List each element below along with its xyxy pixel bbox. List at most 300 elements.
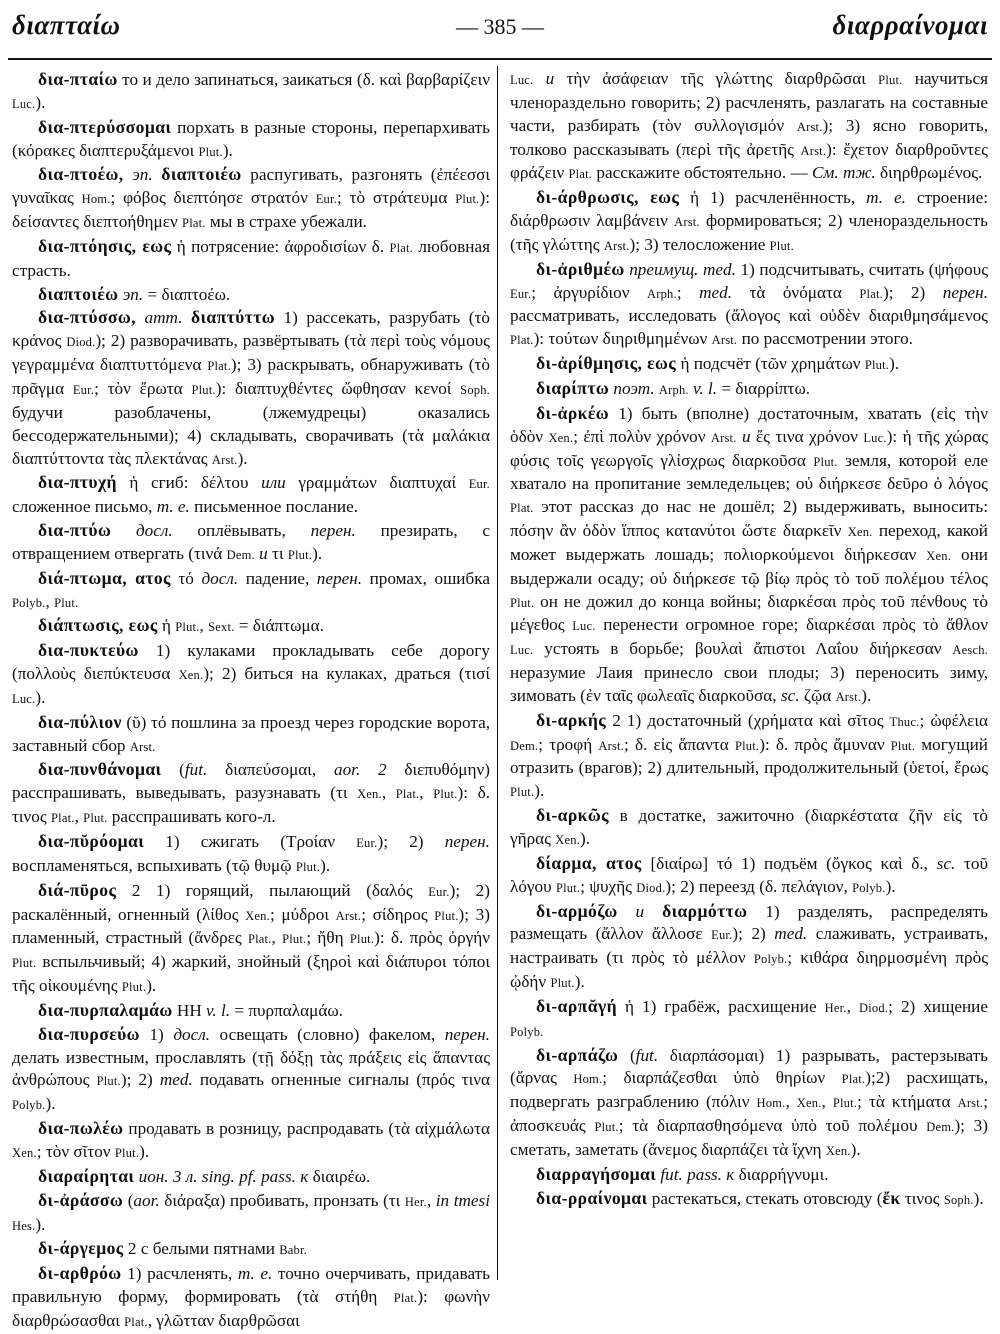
source-abbrev: Plut.	[96, 1074, 121, 1089]
italic-note: ион. 3 л. sing. pf. pass. к	[138, 1166, 309, 1186]
source-abbrev: Xen.	[178, 668, 204, 683]
source-abbrev: Xen.	[12, 1145, 37, 1160]
entry-text: делать известным, прославлять (τῇ δόξῃ τὰς πράξεις εἰς ἅπαντας ἀνθρώπους	[12, 1047, 490, 1090]
source-abbrev: Arst.	[835, 689, 862, 704]
entry-text: ); 2) раскалённый, огненный (λίθος	[12, 880, 490, 924]
entry-text: рассматривать, исследовать (ἄλογος καὶ οὐδὲν διαριθμησάμενος	[510, 306, 988, 326]
entry-text: сложенное письмо,	[12, 497, 157, 517]
entry-text: ).	[35, 92, 46, 112]
dictionary-entry	[510, 68, 988, 186]
source-abbrev: Dem.	[226, 547, 255, 562]
entry-text: ): τούτων διηριθμημένων	[533, 329, 712, 349]
entry-text: τὴν ἀσάφειαν τῆς γλώττης διαρθρῶσαι	[554, 69, 879, 88]
source-abbrev: Plat.	[859, 286, 883, 301]
entry-text: освещать (словно) факелом,	[210, 1024, 445, 1044]
entry-text: ); 3) раскрывать, обнаруживать (τὸ πρᾶγμα	[12, 355, 490, 398]
source-abbrev: Plut.	[54, 595, 79, 610]
entry-text: ).	[35, 687, 46, 707]
source-abbrev: Plut.	[198, 144, 223, 159]
source-abbrev: Plut.	[121, 980, 147, 995]
italic-note: досл.	[173, 1024, 211, 1044]
headword: δια-πυρσεύω	[38, 1023, 140, 1044]
headword: δι-αρπάζω	[536, 1044, 619, 1065]
dictionary-entry	[12, 758, 490, 830]
entry-text: расскажите обстоятельно. —	[592, 163, 812, 183]
source-abbrev: Plut.	[555, 880, 581, 895]
entry-text: (	[161, 760, 185, 780]
entry-text: ; 2) хищение	[888, 996, 988, 1016]
source-abbrev: Plut.	[282, 932, 307, 947]
entry-text: формироваться; 2) членораздельность (τῆς γλώττης	[510, 211, 988, 254]
headword: δια-πτοέω,	[38, 164, 124, 185]
dictionary-entry	[510, 995, 988, 1044]
entry-text: ἡ подсчёт (τῶν χρημάτων	[676, 354, 865, 374]
entry-text: ); 2)	[377, 832, 445, 851]
headword: δι-αρθρόω	[38, 1263, 122, 1284]
source-abbrev: Arst.	[211, 452, 238, 467]
italic-note: и	[259, 543, 268, 563]
entry-text: ἡ	[157, 616, 176, 636]
entry-text	[124, 165, 133, 184]
entry-text: 1) разделять, распределять размещать (ἄλλον ἄλλοσε	[510, 901, 988, 944]
italic-note: т. е.	[237, 1264, 273, 1284]
headword: διά-πῡρος	[38, 879, 117, 900]
italic-note: перен.	[444, 1024, 490, 1044]
source-abbrev: Plut.	[878, 73, 903, 87]
entry-text: ).	[139, 1141, 150, 1161]
entry-text: 1) кулаками прокладывать себе дорогу (πολλοὺς διεπύκτευσα	[12, 641, 490, 684]
source-abbrev: Her.	[824, 1000, 847, 1015]
entry-text: ,	[419, 783, 434, 803]
entry-text: ,	[846, 996, 859, 1016]
entry-text: 2 с белыми пятнами	[123, 1239, 280, 1259]
source-abbrev: Plat.	[510, 501, 534, 516]
headword: δια-πυκτεύω	[38, 640, 139, 661]
source-abbrev: Plut.	[594, 1120, 619, 1135]
headword: διά-πτωμα, ατος	[38, 567, 171, 588]
entry-text: этот рассказ до нас не дошёл; 2) выдерживать, выносить: πόσην ἂν ὁδὸν ἵππος κατανύτοι ὥστε διαρκεῖν	[510, 497, 988, 541]
source-abbrev: Soph.	[943, 1192, 974, 1207]
page-number: — 385 —	[456, 14, 544, 39]
entry-text: ,	[45, 591, 55, 611]
italic-note: или	[261, 473, 286, 493]
source-abbrev: Plut.	[434, 908, 459, 923]
source-abbrev: Arst.	[800, 143, 827, 158]
source-abbrev: Arst.	[957, 1096, 984, 1111]
source-abbrev: Plut.	[349, 932, 375, 947]
entry-text: ; τὸ στράτευμα	[337, 188, 456, 208]
italic-note: перен.	[310, 521, 356, 541]
dictionary-entry	[12, 830, 490, 879]
entry-text: то и дело запинаться, заикаться (δ. καὶ βαρβαρίζειν	[117, 70, 490, 89]
entry-text: 1)	[139, 1024, 174, 1044]
source-abbrev: Her.	[404, 1194, 427, 1209]
entry-text: τι	[267, 543, 288, 563]
source-abbrev: Plut.	[813, 454, 838, 469]
entry-text: 2 1) горящий, пылающий (δαλός	[116, 880, 429, 900]
headword: διαραίρηται	[38, 1165, 135, 1186]
source-abbrev: Polyb.	[852, 880, 886, 895]
entry-text: ἡ потрясение: ἀφροδισίων δ.	[171, 236, 390, 256]
entry-text: ; δ. εἰς ἅπαντα	[624, 734, 735, 754]
source-abbrev: Plut.	[287, 547, 313, 562]
headword: δι-αρκῶς	[536, 805, 609, 826]
entry-text: ; τὸν ἔρωτα	[94, 378, 192, 398]
dictionary-entry	[12, 614, 490, 639]
italic-note: преимущ. med.	[629, 259, 736, 279]
entry-text: порхать в разные стороны, перепархивать (κόρακες διαπτερυξάμενοι	[12, 117, 490, 160]
dictionary-entry	[12, 519, 490, 567]
source-abbrev: Plat.	[568, 167, 593, 182]
entry-text: ; τροφή	[538, 734, 599, 754]
headword: διαπτοιέω	[161, 164, 242, 185]
italic-note: fut. pass. к	[660, 1164, 735, 1184]
entry-text: ): δ. πρὸς ἄμυναν	[759, 734, 891, 754]
source-abbrev: Dem.	[926, 1120, 955, 1135]
headword: διαρμόττω	[662, 900, 748, 921]
source-abbrev: Luc.	[572, 619, 596, 634]
source-abbrev: Luc.	[863, 430, 887, 445]
dictionary-entry	[12, 1023, 490, 1117]
headword: διαρραγήσομαι	[536, 1163, 657, 1184]
source-abbrev: Xen.	[555, 833, 581, 847]
entry-text: ); 2)	[120, 1070, 160, 1090]
entry-text: ).	[35, 1214, 46, 1234]
source-abbrev: Plut.	[433, 787, 458, 802]
source-abbrev: Hes.	[12, 1218, 36, 1233]
entry-text: ;	[676, 282, 700, 302]
source-abbrev: Eur.	[711, 928, 733, 943]
entry-text: , γλῶτταν διαρθρῶσαι	[147, 1310, 300, 1330]
dictionary-entry	[12, 567, 490, 615]
dictionary-entry	[510, 258, 988, 352]
entry-text: ).	[237, 448, 248, 468]
entry-text: ).	[320, 855, 331, 875]
dictionary-entry	[12, 1117, 490, 1165]
entry-text	[618, 902, 636, 921]
column-divider	[497, 66, 498, 1280]
dictionary-entry	[510, 1163, 988, 1187]
source-abbrev: Eur.	[428, 884, 450, 899]
entry-text: растекаться, стекать отовсюду (	[647, 1188, 883, 1208]
headword: δια-πύλιον	[38, 711, 122, 732]
entry-text: ἡ 1) расчленённость,	[679, 188, 867, 208]
header-rule	[8, 58, 992, 60]
entry-text: земля, которой еле хватало на пропитание земледельцев; οὐ διήρκεσε δεῦρο ὁ λόγος	[510, 450, 988, 494]
headword: διαρίπτω	[536, 377, 610, 398]
left-column	[12, 68, 490, 1334]
source-abbrev: Xen.	[926, 548, 952, 563]
entry-text: 1) быть (вполне) достаточным, хватать (εἰς τὴν ὁδὸν	[510, 403, 988, 446]
entry-text: оплёвывать,	[172, 521, 311, 541]
headword: δια-ρραίνομαι	[536, 1187, 648, 1208]
italic-note: эп.	[122, 284, 144, 304]
italic-note: досл.	[201, 568, 239, 588]
entry-text: любовная страсть.	[12, 236, 490, 280]
entry-text: мы в страхе убежали.	[205, 212, 367, 232]
running-head-left: διαπταίω	[12, 10, 121, 40]
entry-text: ; ψυχῆς	[580, 876, 637, 896]
entry-text: ).	[45, 1094, 56, 1114]
source-abbrev: Plut.	[864, 358, 890, 373]
dictionary-entry	[12, 163, 490, 235]
entry-text: расспрашивать кого-л.	[107, 807, 276, 827]
source-abbrev: Thuc.	[889, 714, 920, 729]
headword: δια-πυνθάνομαι	[38, 759, 162, 780]
entry-text: διαρρήγνυμι.	[734, 1164, 829, 1184]
entry-text: ; ἤθη	[306, 928, 350, 948]
entry-text: устоять в борьбе; βουλαὶ ἄπιστοι Λαΐου διήρκεσαν	[533, 639, 953, 659]
entry-text: ; ἀποσκευάς	[510, 1092, 989, 1136]
source-abbrev: Eur.	[72, 382, 95, 397]
entry-text: (	[618, 1045, 636, 1065]
italic-note: эп.	[132, 165, 153, 185]
entry-text: ).	[885, 876, 896, 896]
dictionary-entry	[12, 283, 490, 307]
dictionary-entry	[12, 1262, 490, 1334]
entry-text: ; τὰ κτήματα	[857, 1092, 958, 1112]
italic-note: fut.	[635, 1045, 659, 1065]
source-abbrev: Arst.	[796, 119, 823, 134]
source-abbrev: Plut.	[12, 956, 37, 971]
entry-text: ); 3) телосложение	[629, 234, 770, 254]
entry-text: ).	[574, 972, 585, 992]
headword: δια-πταίω	[38, 69, 118, 89]
italic-note: med.	[774, 924, 808, 944]
entry-text: вспыльчивый; 4) жаркий, знойный (ξηροὶ καὶ διάπυροι τόποι τῆς οἰκουμένης	[12, 952, 490, 996]
entry-text: будучи разоблачены, (лжемудрецы) оказались бессодержательными); 4) складывать, сворачивать (τὰ μαλάκια διαπτύττοντα τὰς πλεκτάνας	[12, 402, 490, 468]
source-abbrev: Arph.	[658, 382, 689, 397]
dictionary-entry	[510, 709, 988, 804]
entry-text: ζῷα	[799, 685, 836, 705]
source-abbrev: Luc.	[12, 691, 36, 706]
entry-text: = πυρπαλαμάω.	[230, 1000, 343, 1020]
entry-text: ); 3) сметать, заметать (ἄνεμος διαρπάζει τὰ ἴχνη	[510, 1116, 988, 1159]
entry-text: ); 2) разворачивать, развёртывать (τὰ περὶ τοὺς νόμους γεγραμμένα διαπτυττόμενα	[12, 331, 490, 375]
entry-text: ).	[146, 976, 157, 996]
source-abbrev: Eur.	[356, 836, 378, 850]
entry-text: переход, какой может выдержать лошадь; πολιορκούμενοι διήρκεσαν	[510, 521, 989, 564]
dictionary-entry	[12, 68, 490, 116]
headword: δια-πῠρόομαι	[38, 831, 145, 851]
entry-text: ).	[861, 685, 872, 705]
headword: δια-πωλέω	[38, 1118, 124, 1139]
entry-text: ).	[222, 140, 233, 160]
italic-note: sc.	[936, 853, 956, 873]
italic-note: перен.	[316, 568, 363, 588]
dictionary-entry	[12, 116, 490, 164]
entry-text: ).	[312, 543, 323, 563]
entry-text: ; κιθάρα διηρμοσμένη πρὸς ᾠδήν	[510, 948, 988, 992]
source-abbrev: Plut.	[175, 620, 200, 635]
source-abbrev: Plat.	[389, 240, 414, 255]
source-abbrev: Polyb.	[753, 952, 788, 967]
source-abbrev: Plat.	[395, 787, 420, 802]
entry-text: в достатке, зажиточно (διαρκέστατα ζῆν εἰς τὸ γῆρας	[510, 806, 988, 848]
italic-note: атт.	[144, 308, 183, 328]
headword: δια-πτυχή	[38, 472, 117, 493]
entry-text: ,	[785, 1092, 797, 1112]
headword: διάπτωσις, εως	[38, 615, 158, 636]
italic-note: med.	[159, 1070, 193, 1090]
source-abbrev: Diod.	[636, 880, 666, 895]
entry-text: ): ἡ τῆς χώρας φύσις τοῖς γεωργοῖς γλίσχρως διαρκοῦσα	[510, 426, 989, 470]
source-abbrev: Plat.	[247, 932, 272, 947]
source-abbrev: Arst.	[711, 333, 738, 348]
entry-text: ,	[821, 1092, 833, 1112]
entry-text: ).	[850, 1139, 861, 1159]
source-abbrev: Plat.	[51, 811, 75, 826]
entry-text: διάραξα) пробивать, пронзать (τι	[159, 1190, 405, 1210]
source-abbrev: Luc.	[12, 96, 36, 111]
right-column	[510, 68, 988, 1212]
dictionary-entry	[12, 471, 490, 519]
italic-note: fut.	[184, 760, 208, 780]
headword: δια-πυρπαλαμάω	[38, 999, 173, 1020]
dictionary-entry	[12, 235, 490, 283]
entry-text: строение: διάρθρωσιν λαμβάνειν	[510, 188, 988, 231]
source-abbrev: Luc.	[510, 643, 534, 658]
dictionary-entry	[510, 402, 988, 709]
entry-text: διαιρέω.	[308, 1166, 371, 1186]
source-abbrev: Plut.	[114, 1145, 140, 1160]
entry-text: = διάπτωμα.	[234, 616, 324, 636]
source-abbrev: Plut.	[769, 238, 794, 253]
italic-note: in tmesi	[435, 1190, 490, 1210]
entry-text: ,	[426, 1190, 436, 1210]
dictionary-entry	[12, 711, 490, 759]
entry-text	[153, 165, 162, 184]
headword: δι-αρμόζω	[536, 900, 618, 921]
entry-text: ,	[199, 616, 209, 636]
source-abbrev: Eur.	[510, 286, 532, 301]
entry-text	[182, 308, 191, 327]
dictionary-entry	[12, 639, 490, 711]
headword: δίαρμα, ατος	[536, 852, 642, 873]
entry-text	[136, 308, 145, 327]
entry-text	[533, 69, 545, 88]
source-abbrev: Plat.	[207, 359, 231, 374]
headword: ἔκ	[882, 1187, 901, 1208]
source-abbrev: Plat.	[510, 333, 534, 348]
entry-text: );2) расхищать, подвергать разграблению (πόλιν	[510, 1068, 989, 1112]
dictionary-entry	[510, 1044, 988, 1163]
source-abbrev: Plut.	[83, 811, 108, 826]
entry-text	[644, 902, 662, 921]
entry-text: ); 3) ясно говорить, толково рассказывать (περὶ τῆς ἀρετῆς	[510, 115, 989, 159]
source-abbrev: Plut.	[510, 785, 535, 800]
source-abbrev: Plut.	[455, 192, 480, 207]
source-abbrev: Plut.	[191, 382, 216, 397]
entry-text: ; ἐπὶ πολὺν χρόνον	[573, 426, 711, 446]
entry-text: точно очерчивать, придавать правильную форму, формировать (τὰ στήθη	[12, 1264, 490, 1307]
source-abbrev: Xen.	[357, 787, 382, 802]
entry-text: он не дожил до конца войны; διαρκέσαι πρὸς τοῦ πένθους τὸ μέγεθος	[510, 591, 988, 635]
entry-text: письменное послание.	[189, 497, 359, 517]
entry-text: ; σίδηρος	[361, 904, 435, 924]
headword: δι-ἀρκέω	[536, 402, 610, 423]
italic-note: med.	[699, 282, 732, 302]
entry-text: ).	[973, 1188, 984, 1208]
dictionary-entry	[12, 1237, 490, 1262]
entry-text: ); 2)	[882, 282, 943, 302]
source-abbrev: Hom.	[573, 1072, 603, 1087]
source-abbrev: Plut.	[510, 595, 535, 610]
entry-text: ; μύδροι	[269, 904, 336, 924]
entry-text: (	[123, 1190, 134, 1210]
entry-text: ἡ сгиб: δέλτου	[116, 473, 262, 493]
entry-text: 1) сжигать (Τροίαν	[144, 832, 357, 851]
entry-text: διεπυθόμην) расспрашивать, выведывать, разузнавать (τι	[12, 760, 490, 803]
headword: δι-άργεμος	[38, 1238, 124, 1259]
entry-text: подавать огненные сигналы (πρός τινα	[192, 1070, 490, 1090]
source-abbrev: Aesch.	[952, 643, 988, 658]
entry-text: ): ἔχετον διαρθροῦντες φράζειν	[510, 139, 988, 183]
entry-text: ,	[381, 783, 396, 803]
headword: διαπτοιέω	[38, 283, 119, 304]
entry-text: (ῠ) τό пошлина за проезд через городские ворота, заставный сбор	[12, 712, 490, 755]
source-abbrev: Xen.	[548, 430, 574, 445]
entry-text: 1) подсчитывать, считать (ψήφους	[735, 259, 989, 279]
entry-text: διαρπάσομαι) 1) разрывать, растерзывать (ἄρνας	[510, 1045, 988, 1088]
entry-text: ): δ. τινος	[12, 783, 491, 827]
source-abbrev: Diod.	[859, 1000, 889, 1015]
entry-text: 2 1) достаточный (χρήματα καὶ σῖτος	[606, 710, 890, 730]
entry-text	[111, 521, 136, 540]
source-abbrev: Plat.	[393, 1291, 418, 1306]
entry-text: ): δ. πρὸς ὀργήν	[374, 928, 491, 948]
entry-text: 1) рассекать, разрубать (τὸ κράνος	[12, 308, 491, 351]
entry-text: τό	[170, 568, 202, 588]
entry-text: ; διαρπάζεσθαι ὑπὸ θηρίων	[602, 1068, 842, 1088]
source-abbrev: Plat.	[182, 216, 206, 231]
entry-text: τινος	[900, 1188, 944, 1208]
headword: δια-πτερύσσομαι	[38, 116, 172, 137]
source-abbrev: Hom.	[756, 1096, 786, 1111]
dictionary-entry	[510, 352, 988, 377]
italic-note: и	[635, 901, 645, 921]
source-abbrev: Arst.	[603, 238, 630, 253]
source-abbrev: Arst.	[598, 738, 625, 753]
entry-text: ); 3) пламенный, страстный (ἄνδρες	[12, 904, 490, 948]
headword: δια-πτόησις, εως	[38, 235, 172, 256]
dictionary-entry	[510, 1187, 988, 1212]
entry-text: ; τὰ διαρπασθησόμενα ὑπὸ τοῦ πολέμου	[618, 1116, 927, 1136]
entry-text: продавать в розницу, распродавать (τὰ αἰχμάλωτα	[123, 1119, 490, 1139]
entry-text: = διαρρίπτω.	[717, 378, 811, 398]
source-abbrev: Arph.	[646, 286, 677, 301]
dictionary-entry	[510, 377, 988, 402]
page-header	[0, 0, 1000, 60]
italic-note: досл.	[135, 521, 173, 541]
dictionary-entry	[12, 306, 490, 471]
dictionary-entry	[12, 1189, 490, 1238]
source-abbrev: Arst.	[129, 739, 156, 754]
entry-text: διαπεύσομαι,	[207, 760, 334, 780]
entry-text: ).	[889, 354, 900, 374]
source-abbrev: Plut.	[295, 859, 321, 874]
source-abbrev: Xen.	[796, 1096, 822, 1111]
headword: δι-ἀρίθμησις, εως	[536, 353, 677, 374]
italic-note: перен.	[444, 832, 490, 851]
entry-text: научиться членораздельно говорить; 2) расчленять, разлагать на составные части, разбирать (τὸν συλλογισμόν	[510, 69, 988, 135]
entry-text: перенести огромное горе; διαρκέσαι πρὸς τὸ ἄθλον	[595, 615, 988, 635]
source-abbrev: Plut.	[550, 976, 575, 991]
entry-text: презирать, с отвращением отвергать (τινά	[12, 521, 491, 563]
source-abbrev: Plut.	[890, 738, 916, 753]
headword: δι-ἀράσσω	[38, 1189, 124, 1210]
entry-text: γραμμάτων διαπτυχαί	[285, 473, 469, 493]
